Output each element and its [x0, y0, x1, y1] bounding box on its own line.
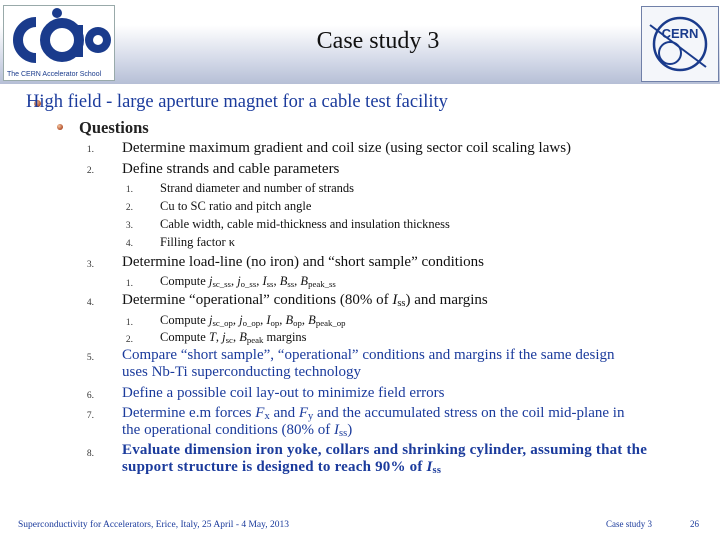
list-item-cont: support structure is designed to reach 90% of $I_{ss}$	[122, 459, 442, 476]
sublist-number: 1.	[125, 185, 133, 195]
list-number: 6.	[86, 391, 94, 401]
cern-logo-text: CERN	[661, 26, 699, 41]
list-number: 8.	[86, 449, 94, 459]
footer-conference: Superconductivity for Accelerators, Erice, Italy, 25 April - 4 May, 2013	[18, 520, 290, 530]
sublist-item: Filling factor κ	[160, 235, 236, 249]
list-number: 2.	[86, 166, 94, 176]
list-item: Determine e.m forces $F_x$ and $F_y$ and the accumulated stress on the coil mid-plane in	[122, 405, 625, 422]
sublist-number: 4.	[125, 239, 133, 249]
page-title: Case study 3	[316, 28, 440, 54]
cas-caption: The CERN Accelerator School	[7, 71, 102, 78]
sublist-number: 1.	[125, 279, 133, 289]
list-number: 1.	[86, 145, 94, 155]
footer-title: Case study 3	[606, 519, 652, 529]
list-item: Define a possible coil lay-out to minimize field errors	[122, 385, 445, 401]
list-item-cont: the operational conditions (80% of $I_{ss}$)	[122, 422, 353, 439]
list-number: 4.	[86, 298, 94, 308]
sublist-number: 1.	[125, 318, 133, 328]
sublist-item: Compute $j_{sc\_op}$, $j_{o\_op}$, $I_{op}$, $B_{op}$, $B_{peak\_op}$	[160, 313, 346, 328]
bullet-level1: High field - large aperture magnet for a cable test facility	[26, 92, 448, 112]
list-item: Determine load-line (no iron) and “short sample” conditions	[122, 254, 484, 270]
sublist-item: Compute $j_{sc\_ss}$, $j_{o\_ss}$, $I_{ss}$, $B_{ss}$, $B_{peak\_ss}$	[160, 274, 336, 289]
sublist-item: Strand diameter and number of strands	[160, 181, 355, 195]
list-item: Compare “short sample”, “operational” conditions and margins if the same design	[122, 347, 615, 363]
list-item: Determine “operational” conditions (80% of $I_{ss}$) and margins	[122, 292, 488, 309]
bullet-level2: Questions	[79, 118, 149, 137]
list-item: Determine maximum gradient and coil size (using sector coil scaling laws)	[122, 140, 572, 156]
sublist-item: Compute T, $j_{sc}$, $B_{peak}$ margins	[160, 330, 307, 345]
sublist-number: 2.	[125, 335, 133, 345]
sublist-number: 2.	[125, 203, 133, 213]
page-number: 26	[690, 519, 699, 529]
list-number: 5.	[86, 353, 94, 363]
list-item: Evaluate dimension iron yoke, collars and shrinking cylinder, assuming that the	[122, 442, 648, 458]
list-number: 3.	[86, 260, 94, 270]
sublist-item: Cu to SC ratio and pitch angle	[160, 199, 312, 213]
list-number: 7.	[86, 411, 94, 421]
list-item-cont: uses Nb-Ti superconducting technology	[122, 364, 362, 380]
sublist-item: Cable width, cable mid-thickness and insulation thickness	[160, 217, 450, 231]
bullet-icon	[57, 124, 63, 130]
sublist-number: 3.	[125, 221, 133, 231]
list-item: Define strands and cable parameters	[122, 161, 340, 177]
